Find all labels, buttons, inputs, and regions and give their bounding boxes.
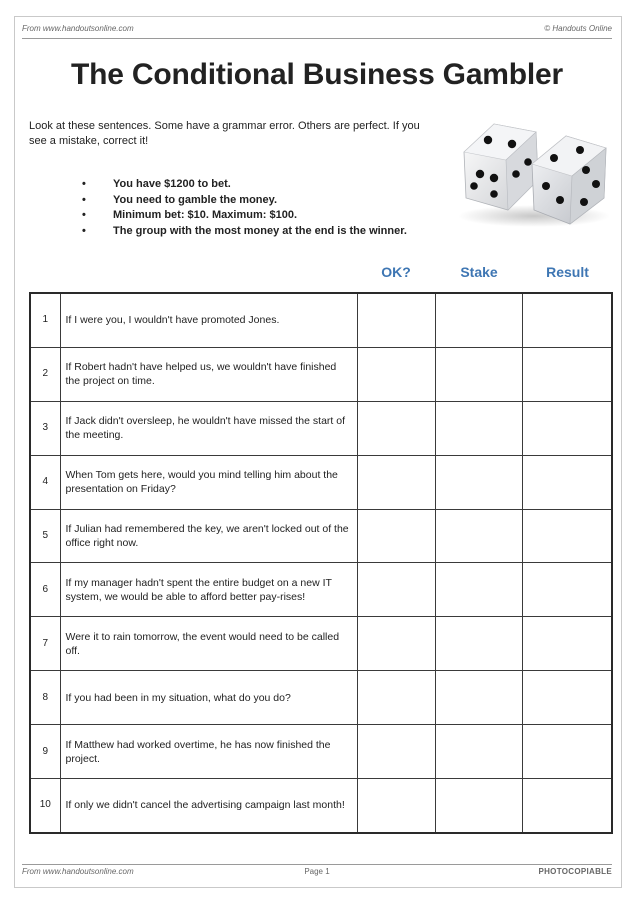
bullet-icon: • [82, 193, 86, 206]
table-row [30, 509, 612, 563]
stake-cell[interactable] [435, 617, 522, 671]
ok-cell[interactable] [357, 779, 435, 833]
header-divider [22, 38, 612, 39]
row-number: 3 [30, 401, 60, 455]
intro-text: Look at these sentences. Some have a grammar error. Others are perfect. If you see a mistake, correct it! [29, 120, 420, 147]
rule-item [82, 177, 502, 193]
row-number: 2 [30, 347, 60, 401]
result-cell[interactable] [522, 401, 612, 455]
ok-cell[interactable] [357, 455, 435, 509]
row-sentence: When Tom gets here, would you mind telling him about the presentation on Friday? [60, 455, 357, 509]
stake-cell[interactable] [435, 347, 522, 401]
stake-cell[interactable] [435, 455, 522, 509]
rule-text: Minimum bet: $10. Maximum: $100. [113, 209, 297, 221]
rule-item [82, 193, 502, 209]
row-number: 5 [30, 509, 60, 563]
row-number: 1 [30, 293, 60, 347]
stake-cell[interactable] [435, 509, 522, 563]
table-row [30, 401, 612, 455]
table-row [30, 347, 612, 401]
footer-divider [22, 864, 612, 865]
row-sentence: If Matthew had worked overtime, he has now finished the project. [60, 725, 357, 779]
result-cell[interactable] [522, 509, 612, 563]
row-number: 10 [30, 779, 60, 833]
row-sentence: If you had been in my situation, what do you do? [60, 671, 357, 725]
ok-cell[interactable] [357, 293, 435, 347]
result-cell[interactable] [522, 293, 612, 347]
stake-cell[interactable] [435, 401, 522, 455]
footer-source: From www.handoutsonline.com [22, 867, 134, 876]
table-row [30, 617, 612, 671]
row-sentence: If Jack didn't oversleep, he wouldn't have missed the start of the meeting. [60, 401, 357, 455]
ok-cell[interactable] [357, 563, 435, 617]
dice-icon [450, 112, 616, 230]
rule-text: You have $1200 to bet. [113, 178, 231, 190]
bullet-icon: • [82, 178, 86, 190]
result-cell[interactable] [522, 347, 612, 401]
result-cell[interactable] [522, 455, 612, 509]
ok-cell[interactable] [357, 725, 435, 779]
ok-cell[interactable] [357, 401, 435, 455]
row-number: 7 [30, 617, 60, 671]
table-row [30, 779, 612, 833]
ok-cell[interactable] [357, 617, 435, 671]
stake-cell[interactable] [435, 725, 522, 779]
footer-photocopiable: PHOTOCOPIABLE [538, 867, 612, 876]
page-footer [22, 867, 612, 879]
table-row [30, 563, 612, 617]
footer-page-number: Page 1 [304, 867, 330, 876]
row-sentence: If Julian had remembered the key, we aren't locked out of the office right now. [60, 509, 357, 563]
ok-cell[interactable] [357, 347, 435, 401]
table-row [30, 455, 612, 509]
stake-cell[interactable] [435, 293, 522, 347]
table-row [30, 671, 612, 725]
row-number: 6 [30, 563, 60, 617]
result-cell[interactable] [522, 779, 612, 833]
ok-cell[interactable] [357, 671, 435, 725]
table-row [30, 293, 612, 347]
row-sentence: Were it to rain tomorrow, the event would need to be called off. [60, 617, 357, 671]
rules-list [82, 177, 502, 239]
die-left [464, 124, 538, 210]
sentences-table [29, 292, 613, 834]
result-cell[interactable] [522, 563, 612, 617]
rule-item [82, 208, 502, 224]
rule-text: The group with the most money at the end is the winner. [113, 224, 407, 237]
rule-text: You need to gamble the money. [113, 193, 278, 206]
page-header [22, 22, 612, 36]
result-cell[interactable] [522, 617, 612, 671]
row-sentence: If I were you, I wouldn't have promoted Jones. [60, 293, 357, 347]
bullet-icon: • [82, 209, 86, 221]
row-sentence: If Robert hadn't have helped us, we wouldn't have finished the project on time. [60, 347, 357, 401]
stake-cell[interactable] [435, 671, 522, 725]
row-number: 9 [30, 725, 60, 779]
header-copyright: © Handouts Online [544, 24, 612, 33]
result-cell[interactable] [522, 725, 612, 779]
rule-item [82, 224, 502, 240]
bullet-icon: • [82, 224, 86, 237]
row-sentence: If only we didn't cancel the advertising campaign last month! [60, 779, 357, 833]
stake-cell[interactable] [435, 563, 522, 617]
page-title: The Conditional Business Gambler [70, 58, 563, 91]
header-source: From www.handoutsonline.com [22, 24, 134, 33]
row-number: 4 [30, 455, 60, 509]
ok-cell[interactable] [357, 509, 435, 563]
column-header-stake: Stake [460, 264, 498, 280]
row-sentence: If my manager hadn't spent the entire budget on a new IT system, we would be able to afford better pay-rises! [60, 563, 357, 617]
row-number: 8 [30, 671, 60, 725]
result-cell[interactable] [522, 671, 612, 725]
stake-cell[interactable] [435, 779, 522, 833]
column-header-result: Result [546, 264, 589, 280]
column-header-ok: OK? [381, 264, 411, 280]
table-row [30, 725, 612, 779]
